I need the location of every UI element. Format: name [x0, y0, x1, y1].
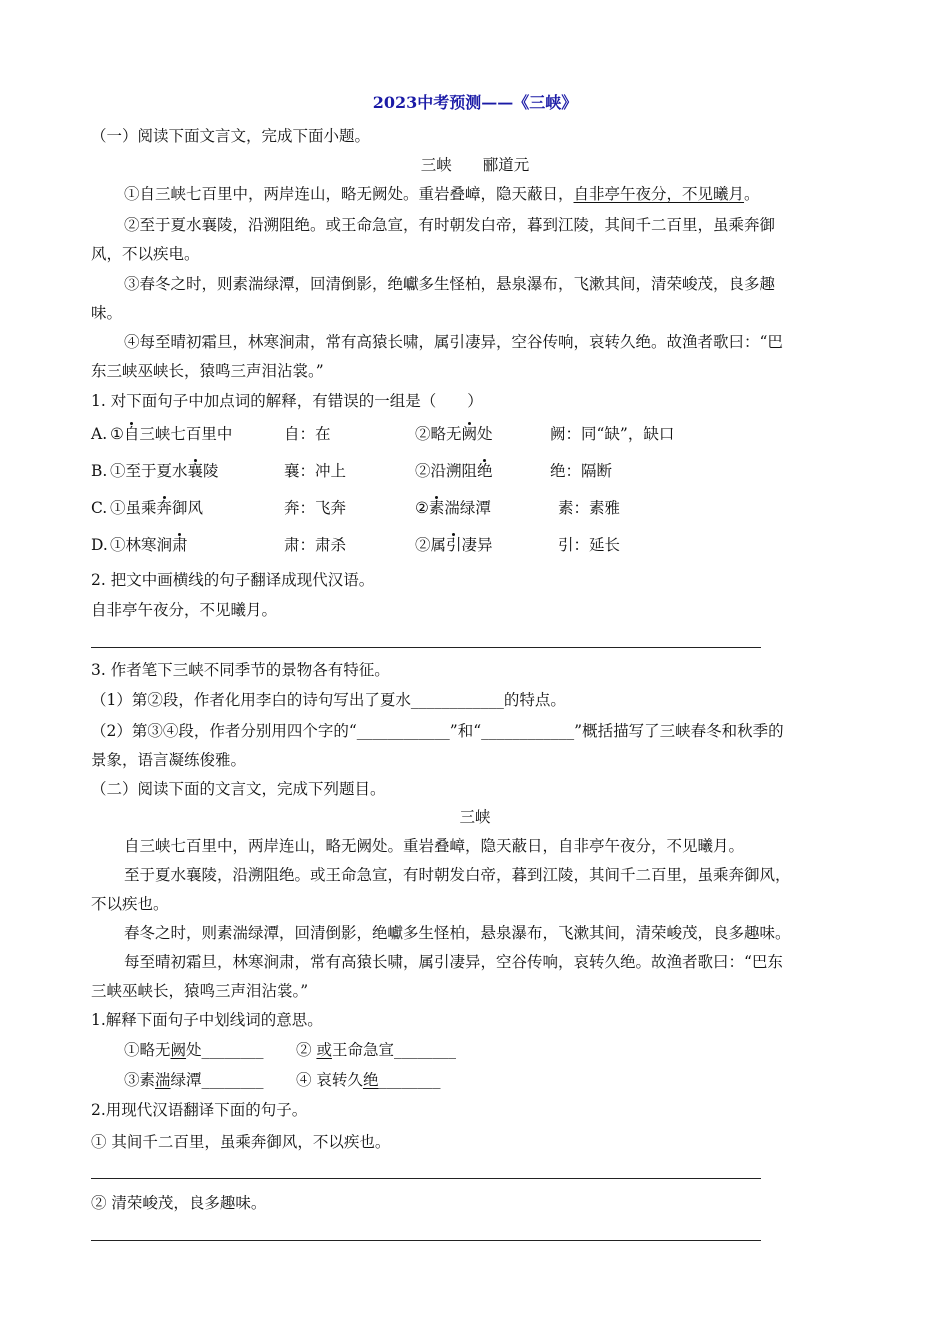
- dotted-word: 肃: [172, 536, 188, 554]
- fill-blank[interactable]: ____________: [356, 722, 450, 740]
- page-title: 2023中考预测——《三峡》: [372, 93, 578, 112]
- dotted-word: 襄: [187, 462, 204, 480]
- translate-sentence-2: ② 清荣峻茂，良多趣味。: [91, 1194, 267, 1212]
- dotted-word: 奔: [156, 499, 173, 517]
- word-item-2: [296, 1039, 456, 1061]
- text: 御风: [172, 499, 204, 517]
- option-sentence-2: [415, 534, 493, 556]
- part1-text-title: 三峡 郦道元: [420, 156, 530, 174]
- translate-sentence-1: ① 其间千二百里，虽乘奔御风，不以疾也。: [91, 1133, 391, 1151]
- option-explanation-2: 阙：同“缺”，缺口: [550, 425, 675, 443]
- answer-line[interactable]: [91, 1240, 761, 1241]
- text: （2）第③④段，作者分别用四个字的“: [91, 722, 357, 740]
- fill-blank[interactable]: 绿潭________: [170, 1071, 264, 1089]
- option-sentence-2: [415, 497, 491, 519]
- part2-paragraph-4-line1: 每至晴初霜旦，林寒涧肃，常有高猿长啸，属引凄异，空谷传响，哀转久绝。故渔者歌曰：“巴东: [124, 953, 783, 971]
- text: ”和“: [449, 722, 482, 740]
- option-explanation-2: 绝：隔断: [550, 462, 613, 480]
- question-3-1: [91, 689, 566, 711]
- question-2-sentence: 自非亭午夜分，不见曦月。: [91, 601, 278, 619]
- dotted-word: 自: [123, 425, 140, 443]
- question-3-2: [91, 720, 784, 742]
- part2-paragraph-1: 自三峡七百里中，两岸连山，略无阙处。重岩叠嶂，隐天蔽日，自非亭午夜分，不见曦月。: [124, 837, 745, 855]
- text: ②属: [415, 536, 447, 554]
- text: ②: [296, 1041, 317, 1059]
- word-item-4: [296, 1069, 440, 1091]
- option-sentence-1: [110, 534, 188, 556]
- option-sentence-1: [110, 497, 203, 519]
- dotted-word: 绝: [477, 462, 493, 480]
- text: 三峡七百里中: [139, 425, 233, 443]
- option-sentence-1: [110, 460, 219, 482]
- text: ①: [110, 425, 124, 443]
- question-2: 2. 把文中画横线的句子翻译成现代汉语。: [91, 571, 375, 589]
- p1-text: ①自三峡七百里中，两岸连山，略无阙处。重岩叠嶂，隐天蔽日，: [124, 185, 574, 203]
- option-sentence-1: [110, 423, 232, 445]
- answer-line[interactable]: [91, 647, 761, 648]
- underlined-word: 或: [316, 1041, 332, 1059]
- text: ②沿溯阻: [415, 462, 478, 480]
- part1-heading: （一）阅读下面文言文，完成下面小题。: [91, 127, 371, 145]
- text: 陵: [203, 462, 219, 480]
- text: ①林寒涧: [110, 536, 173, 554]
- option-explanation-2: 素：素雅: [558, 499, 621, 517]
- option-label: C.: [91, 499, 108, 517]
- underlined-word: 湍: [155, 1071, 171, 1089]
- text: 的特点。: [503, 691, 566, 709]
- fill-blank[interactable]: ________: [378, 1071, 441, 1089]
- p1-underlined-sentence: 自非亭午夜分，不见曦月: [573, 185, 745, 203]
- part2-paragraph-4-line2: 三峡巫峡长，猿鸣三声泪沾裳。”: [91, 982, 309, 1000]
- text: （1）第②段，作者化用李白的诗句写出了夏水: [91, 691, 411, 709]
- option-explanation-1: 自：在: [284, 425, 331, 443]
- part2-paragraph-3: 春冬之时，则素湍绿潭，回清倒影，绝巘多生怪柏，悬泉瀑布，飞漱其间，清荣峻茂，良多趣味。: [124, 924, 791, 942]
- part2-question-2: 2.用现代汉语翻译下面的句子。: [91, 1101, 308, 1119]
- fill-blank[interactable]: 王命急宣________: [331, 1041, 456, 1059]
- part1-paragraph-3-line1: ③春冬之时，则素湍绿潭，回清倒影，绝巘多生怪柏，悬泉瀑布，飞漱其间，清荣峻茂，良多趣: [124, 275, 776, 293]
- part2-paragraph-2-line1: 至于夏水襄陵，沿溯阻绝。或王命急宣，有时朝发白帝，暮到江陵，其间千二百里，虽乘奔御风，: [124, 866, 791, 884]
- option-sentence-2: [415, 423, 493, 445]
- underlined-word: 阙: [170, 1041, 187, 1059]
- option-explanation-2: 引：延长: [558, 536, 621, 554]
- option-explanation-1: 肃：肃杀: [284, 536, 347, 554]
- answer-line[interactable]: [91, 1178, 761, 1179]
- text: ②略无: [415, 425, 462, 443]
- text: ①略无: [124, 1041, 171, 1059]
- part1-paragraph-1: [124, 183, 760, 205]
- text: ③素: [124, 1071, 156, 1089]
- word-item-3: [124, 1069, 264, 1091]
- text: ④ 哀转久: [296, 1071, 363, 1089]
- option-label: A.: [91, 425, 108, 443]
- dotted-word: 素: [428, 499, 445, 517]
- part2-question-1: 1.解释下面句子中划线词的意思。: [91, 1011, 323, 1029]
- text: 凄异: [461, 536, 493, 554]
- fill-blank[interactable]: 处________: [186, 1041, 264, 1059]
- part2-paragraph-2-line2: 不以疾也。: [91, 895, 169, 913]
- option-label: D.: [91, 536, 108, 554]
- question-1: 1. 对下面句子中加点词的解释，有错误的一组是（ ）: [91, 392, 483, 410]
- option-label: B.: [91, 462, 108, 480]
- fill-blank[interactable]: ____________: [481, 722, 575, 740]
- dotted-word: 引: [446, 536, 462, 554]
- part2-heading: （二）阅读下面的文言文，完成下列题目。: [91, 780, 386, 798]
- p1-end: 。: [744, 185, 760, 203]
- part1-paragraph-2-line1: ②至于夏水襄陵，沿溯阻绝。或王命急宣，有时朝发白帝，暮到江陵，其间千二百里，虽乘奔御: [124, 216, 776, 234]
- part1-paragraph-4-line2: 东三峡巫峡长，猿鸣三声泪沾裳。”: [91, 362, 324, 380]
- word-item-1: [124, 1039, 264, 1061]
- question-3-2-line2: 景象，语言凝练俊雅。: [91, 751, 247, 769]
- part2-text-title: 三峡: [459, 808, 491, 826]
- part1-paragraph-4-line1: ④每至晴初霜旦，林寒涧肃，常有高猿长啸，属引凄异，空谷传响，哀转久绝。故渔者歌曰：“巴: [124, 333, 783, 351]
- part1-paragraph-3-line2: 味。: [91, 304, 123, 322]
- text: ②: [415, 499, 429, 517]
- option-explanation-1: 奔：飞奔: [284, 499, 347, 517]
- text: 湍绿潭: [444, 499, 491, 517]
- text: ”概括描写了三峡春冬和秋季的: [574, 722, 784, 740]
- option-explanation-1: 襄：冲上: [284, 462, 347, 480]
- dotted-word: 阙: [461, 425, 478, 443]
- text: ①虽乘: [110, 499, 157, 517]
- part1-paragraph-2-line2: 风，不以疾电。: [91, 245, 200, 263]
- question-3: 3. 作者笔下三峡不同季节的景物各有特征。: [91, 661, 390, 679]
- text: 处: [477, 425, 493, 443]
- underlined-word: 绝: [362, 1071, 379, 1089]
- option-sentence-2: [415, 460, 493, 482]
- fill-blank[interactable]: ____________: [410, 691, 504, 709]
- text: ①至于夏水: [110, 462, 188, 480]
